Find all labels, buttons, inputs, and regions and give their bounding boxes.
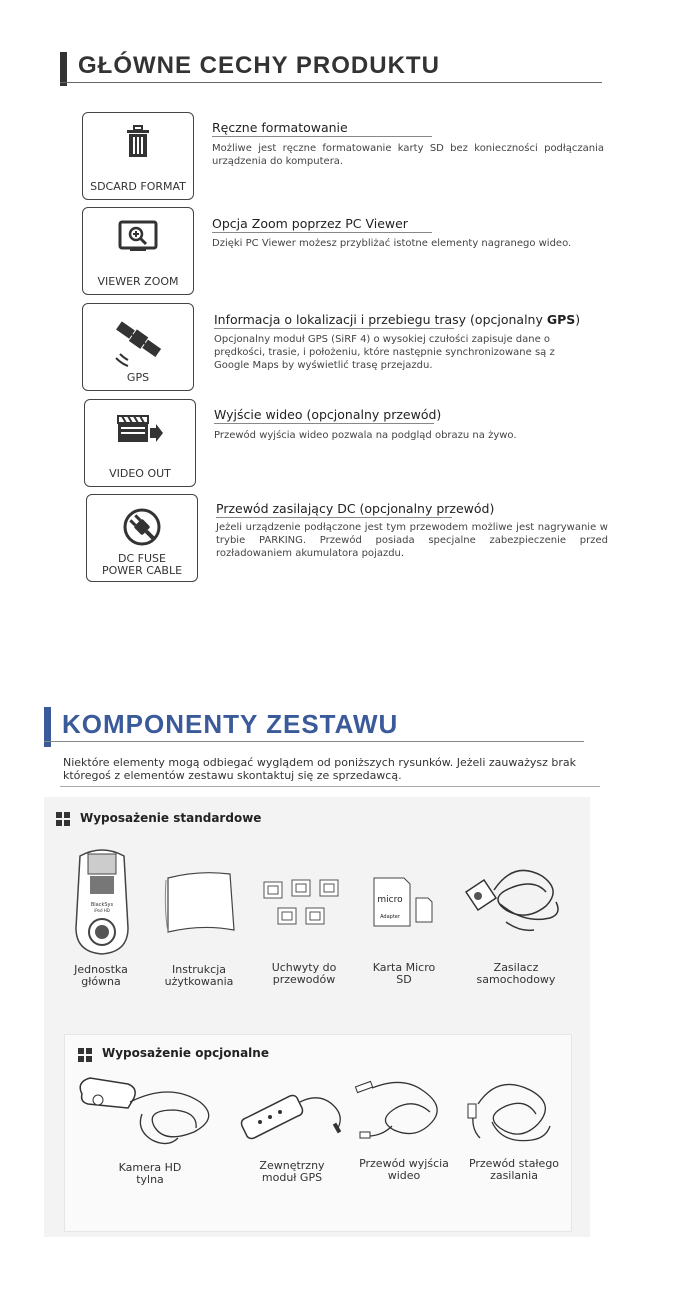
device-brand: BlackSys [90, 902, 114, 908]
power-cable-image [462, 1074, 562, 1154]
feature-title: Wyjście wideo (opcjonalny przewód) [214, 407, 442, 422]
feature-title-bold: GPS [546, 312, 576, 327]
item-label-line: użytkowania [164, 975, 234, 988]
feature-label-line: DC FUSE [118, 552, 166, 565]
feature-title [214, 312, 580, 327]
main-unit-image [70, 848, 134, 958]
components-title: KOMPONENTY ZESTAWU [62, 709, 399, 739]
feature-title-rule [214, 328, 454, 329]
feature-label [102, 553, 182, 577]
optional-item [104, 1162, 196, 1186]
grid-icon [56, 812, 70, 826]
plug-icon [122, 507, 162, 547]
feature-desc: Przewód wyjścia wideo pozwala na podgląd obrazu na żywo. [214, 430, 517, 441]
clapper-icon [116, 412, 164, 446]
feature-box-video-out [84, 399, 196, 487]
feature-box-dc-power [86, 494, 198, 582]
feature-title-end: ) [575, 312, 581, 327]
item-label-line: zasilania [490, 1169, 538, 1182]
cable-holders-image [262, 876, 346, 932]
item-label-line: Przewód stałego [468, 1157, 560, 1170]
feature-title: Opcja Zoom poprzez PC Viewer [212, 216, 408, 231]
item-label-line: samochodowy [476, 973, 556, 986]
item-label-line: przewodów [272, 973, 336, 986]
feature-title-rule [212, 232, 432, 233]
car-charger-image [456, 862, 566, 946]
item-label-line: Zewnętrzny [259, 1159, 325, 1172]
microsd-card-image [370, 876, 440, 930]
optional-item [352, 1158, 456, 1182]
sd-card-text: micro [377, 895, 403, 905]
item-label-line: Przewód wyjścia [359, 1157, 449, 1170]
features-title: GŁÓWNE CECHY PRODUKTU [78, 52, 440, 79]
item-label-line: Instrukcja [172, 963, 226, 976]
item-label-line: SD [396, 973, 412, 986]
item-label-line: tylna [136, 1173, 164, 1186]
optional-item [246, 1160, 338, 1184]
gps-module-image [240, 1086, 352, 1146]
item-label-line: Uchwyty do [271, 961, 337, 974]
feature-box-viewer-zoom [82, 207, 194, 295]
feature-box-gps [82, 303, 194, 391]
feature-desc: Dzięki PC Viewer możesz przybliżać istotne elementy nagranego wideo. [212, 238, 572, 249]
section-accent-bar [60, 52, 67, 86]
components-intro: Niektóre elementy mogą odbiegać wyglądem od poniższych rysunków. Jeżeli zauważysz brak któregoś z elementów zestawu skontaktuj się ze sprzedawcą. [63, 756, 577, 782]
feature-title-rule [216, 517, 452, 518]
standard-item [364, 962, 444, 986]
standard-heading: Wyposażenie standardowe [80, 811, 262, 825]
zoom-icon [118, 220, 158, 254]
intro-rule [60, 786, 600, 787]
optional-heading: Wyposażenie opcjonalne [102, 1046, 269, 1060]
feature-desc: Możliwe jest ręczne formatowanie karty SD bez konieczności podłączania urządzenia do komputera. [212, 143, 604, 167]
item-label-line: wideo [387, 1169, 421, 1182]
feature-label: VIDEO OUT [109, 467, 171, 480]
feature-label: GPS [126, 371, 150, 384]
feature-title: Przewód zasilający DC (opcjonalny przewód) [216, 501, 495, 516]
feature-label: SDCARD FORMAT [90, 180, 186, 193]
feature-title-rule [214, 423, 434, 424]
item-label-line: Karta Micro [372, 961, 436, 974]
item-label-line: Kamera HD [118, 1161, 182, 1174]
item-label-line: Jednostka [74, 963, 128, 976]
feature-label-line: POWER CABLE [101, 564, 183, 577]
item-label-line: moduł GPS [261, 1171, 323, 1184]
standard-item [62, 964, 140, 988]
feature-desc: Opcjonalny moduł GPS (SiRF 4) o wysokiej czułości zapisuje dane o prędkości, trasie, i położeniu, które następnie synchronizowane są z Google Maps by wyświetlić trasę przejazdu. [214, 334, 555, 371]
features-title-rule [60, 82, 602, 83]
standard-item [470, 962, 562, 986]
feature-desc: Jeżeli urządzenie podłączone jest tym przewodem możliwe jest nagrywanie w trybie PARKING. Przewód posiada specjalne zabezpieczenie przed rozładowaniem akumulatora pojazdu. [216, 522, 608, 559]
manual-image [160, 868, 238, 940]
standard-item [262, 962, 346, 986]
feature-title-text: Informacja o lokalizacji i przebiegu trasy (opcjonalny [214, 312, 547, 327]
standard-item [160, 964, 238, 988]
video-out-cable-image [352, 1076, 452, 1146]
rear-camera-image [76, 1074, 222, 1150]
item-label-line: główna [81, 975, 121, 988]
sd-adapter-text: Adapter [380, 914, 400, 920]
feature-box-sdcard [82, 112, 194, 200]
device-model: iPod HD [94, 908, 110, 913]
feature-title-rule [212, 136, 432, 137]
satellite-icon [110, 316, 166, 368]
components-title-rule [44, 741, 584, 742]
feature-label: VIEWER ZOOM [97, 275, 179, 288]
item-label-line: Zasilacz [493, 961, 539, 974]
grid-icon [78, 1048, 92, 1062]
feature-title: Ręczne formatowanie [212, 120, 348, 135]
optional-item [462, 1158, 566, 1182]
trash-icon [123, 125, 153, 159]
